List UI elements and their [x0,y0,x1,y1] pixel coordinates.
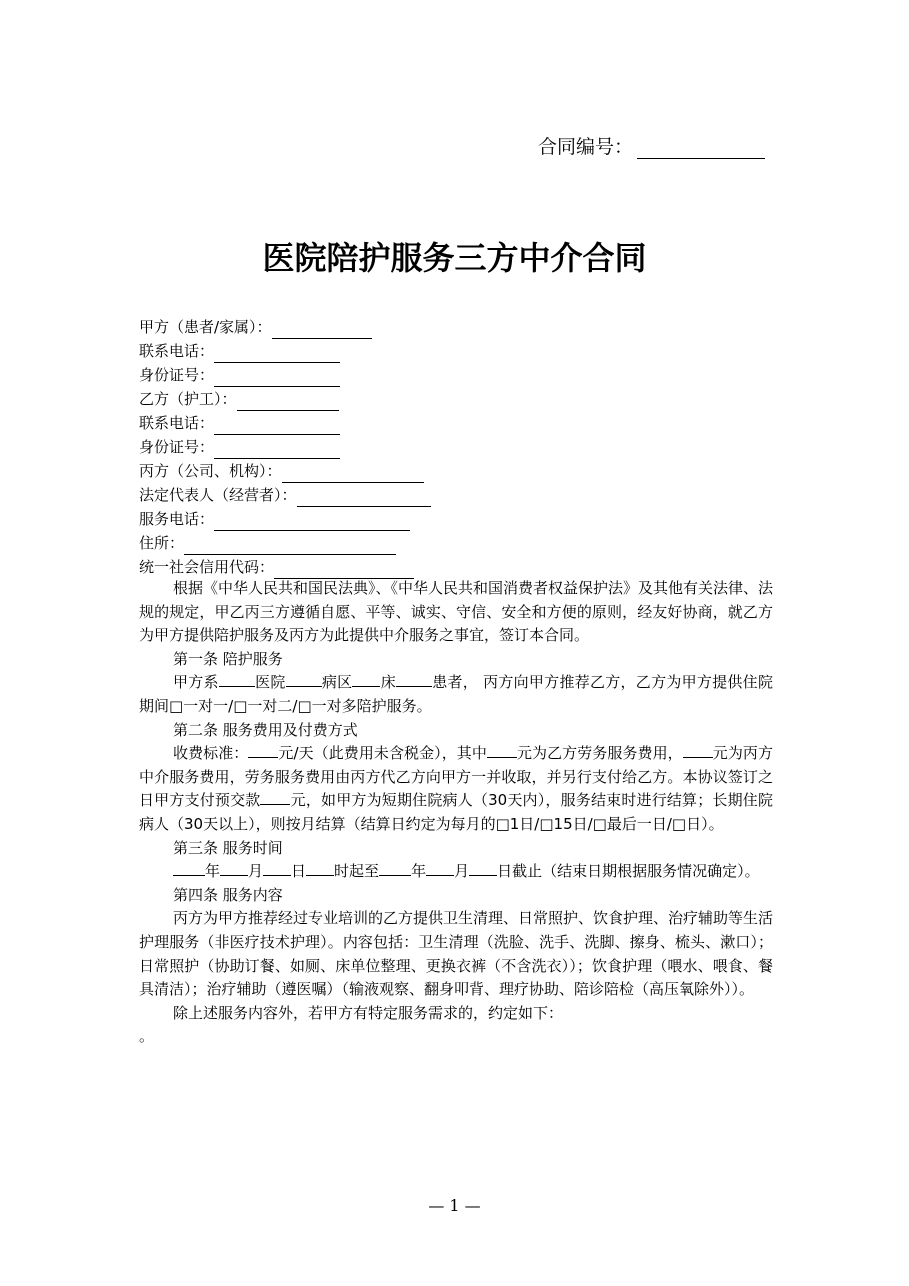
article-1-title: 第一条 陪护服务 [173,649,283,668]
field-blank[interactable] [237,392,339,411]
contract-number-label: 合同编号： [538,136,634,158]
field-label: 联系电话： [139,342,215,360]
preamble: 根据《中华人民共和国民法典》、《中华人民共和国消费者权益保护法》及其他有关法律、法规的规定，甲乙丙三方遵循自愿、平等、诚实、守信、安全和方便的原则，经友好协商，就乙方为甲方提供陪护服务及丙方为此提供中介服务之事宜，签订本合同。 [139,579,774,645]
page-number: — 1 — [428,1196,481,1215]
field-blank[interactable] [272,320,372,339]
contract-number-blank[interactable] [637,138,765,159]
article-4-text: 丙方为甲方推荐经过专业培训的乙方提供卫生清理、日常照护、饮食护理、治疗辅助等生活护理服务（非医疗技术护理）。内容包括：卫生清理（洗脸、洗手、洗脚、擦身、梳头、漱口）；日常照护（协助订餐、如厕、床单位整理、更换衣裤（不含洗衣））；饮食护理（喂水、喂食、餐具清洁）；治疗辅助（遵医嘱）（输液观察、翻身叩背、理疗协助、陪诊陪检（高压氧除外））。 [139,909,774,999]
contract-body [139,577,773,1049]
field-label: 身份证号： [139,366,215,384]
party-fields [139,315,431,579]
field-row [139,339,431,363]
field-blank[interactable] [214,440,340,459]
article-1-text: 甲方系 医院 病区 床 患者， 丙方向甲方推荐乙方，乙方为甲方提供住院期间□一对一/□一对二/□一对多陪护服务。 [139,673,773,715]
field-row [139,435,431,459]
field-blank[interactable] [214,416,340,435]
field-blank[interactable] [214,368,340,387]
field-blank[interactable] [214,512,410,531]
article-3-title: 第三条 服务时间 [173,838,283,857]
extra-requirements-end: 。 [139,1027,155,1046]
article-3-text: 年 月 日 时起至 年 月 日截止（结束日期根据服务情况确定）。 [139,860,773,884]
article-2-title: 第二条 服务费用及付费方式 [173,720,358,739]
contract-number [538,132,765,159]
field-label: 住所： [139,534,185,552]
extra-requirements: 除上述服务内容外，若甲方有特定服务需求的，约定如下： [173,1003,564,1022]
field-row [139,387,431,411]
field-blank[interactable] [297,488,431,507]
field-row [139,315,431,339]
field-blank[interactable] [214,344,340,363]
field-label: 服务电话： [139,510,215,528]
document-title: 医院陪护服务三方中介合同 [262,239,647,277]
field-label: 法定代表人（经营者）： [139,486,297,504]
field-blank[interactable] [184,536,396,555]
article-2-text: 收费标准： 元/天（此费用未含税金），其中 元为乙方劳务服务费用， 元为丙方中介服务费用，劳务服务费用由丙方代乙方向甲方一并收取，并另行支付给乙方。本协议签订之日甲方支付预交款 元，如甲方为短期住院病人（30天内），服务结束时进行结算；长期住院病人（30天以上），则按月结算（结算日约定为每月的□1日/□15日/□最后一日/□日）。 [139,744,773,833]
field-label: 乙方（护工）： [139,390,237,408]
field-label: 甲方（患者/家属）： [139,318,272,336]
field-row [139,411,431,435]
field-label: 联系电话： [139,414,215,432]
field-label: 身份证号： [139,438,215,456]
field-row [139,531,431,555]
field-row [139,555,431,579]
field-row [139,483,431,507]
article-4-title: 第四条 服务内容 [173,885,283,904]
field-label: 统一社会信用代码： [139,558,275,576]
field-row [139,507,431,531]
field-blank[interactable] [282,464,424,483]
field-row [139,459,431,483]
field-label: 丙方（公司、机构）： [139,462,282,480]
field-row [139,363,431,387]
